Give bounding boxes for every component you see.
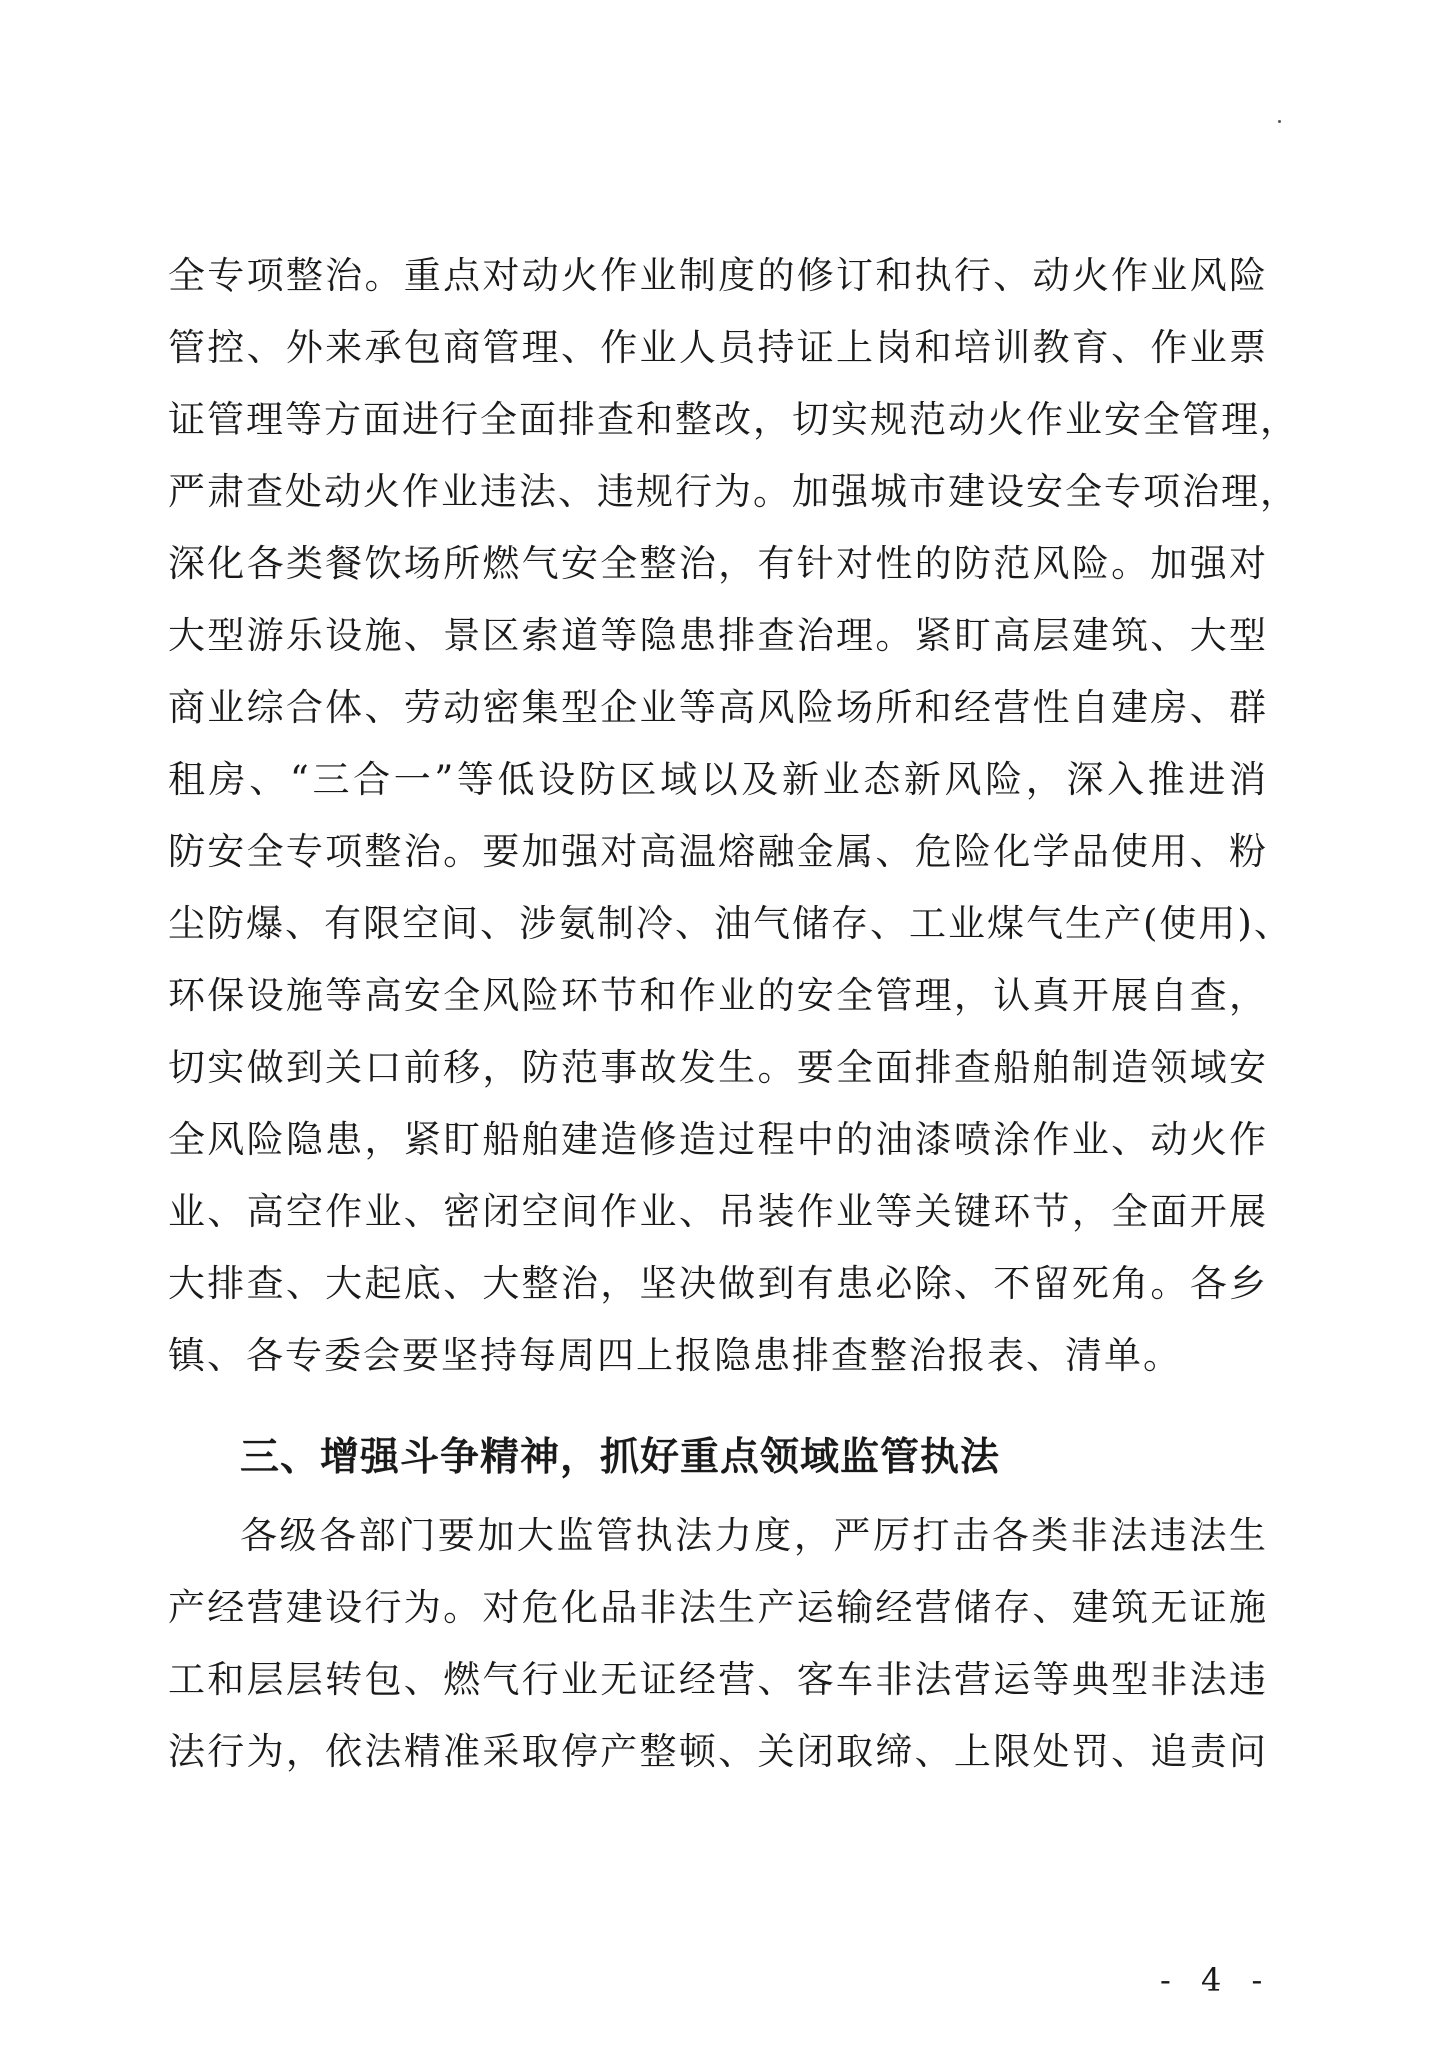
- body-line: 法行为，依法精准采取停产整顿、关闭取缔、上限处罚、追责问: [168, 1730, 1268, 1773]
- body-line: 产经营建设行为。对危化品非法生产运输经营储存、建筑无证施: [168, 1586, 1268, 1629]
- body-line: 切实做到关口前移，防范事故发生。要全面排查船舶制造领域安: [168, 1046, 1268, 1089]
- scan-speck: [1278, 120, 1281, 123]
- body-line: 大排查、大起底、大整治，坚决做到有患必除、不留死角。各乡: [168, 1262, 1268, 1305]
- body-line: 业、高空作业、密闭空间作业、吊装作业等关键环节，全面开展: [168, 1190, 1268, 1233]
- body-line: 管控、外来承包商管理、作业人员持证上岗和培训教育、作业票: [168, 326, 1268, 369]
- page-number: - 4 -: [1160, 1961, 1273, 1999]
- body-line: 全风险隐患，紧盯船舶建造修造过程中的油漆喷涂作业、动火作: [168, 1118, 1268, 1161]
- body-line: 商业综合体、劳动密集型企业等高风险场所和经营性自建房、群: [168, 686, 1268, 729]
- body-line: 全专项整治。重点对动火作业制度的修订和执行、动火作业风险: [168, 254, 1268, 297]
- body-line: 环保设施等高安全风险环节和作业的安全管理，认真开展自查，: [168, 974, 1268, 1017]
- body-line: 证管理等方面进行全面排查和整改，切实规范动火作业安全管理，: [168, 398, 1299, 441]
- body-line: 工和层层转包、燃气行业无证经营、客车非法营运等典型非法违: [168, 1658, 1268, 1701]
- body-line: 各级各部门要加大监管执法力度，严厉打击各类非法违法生: [240, 1514, 1268, 1557]
- body-line: 大型游乐设施、景区索道等隐患排查治理。紧盯高层建筑、大型: [168, 614, 1268, 657]
- body-line: 深化各类餐饮场所燃气安全整治，有针对性的防范风险。加强对: [168, 542, 1268, 585]
- body-line: 防安全专项整治。要加强对高温熔融金属、危险化学品使用、粉: [168, 830, 1268, 873]
- body-line: 尘防爆、有限空间、涉氨制冷、油气储存、工业煤气生产(使用)、: [168, 902, 1293, 945]
- body-line: 严肃查处动火作业违法、违规行为。加强城市建设安全专项治理，: [168, 470, 1299, 513]
- body-line: 镇、各专委会要坚持每周四上报隐患排查整治报表、清单。: [168, 1334, 1182, 1377]
- body-line: 租房、“三合一”等低设防区域以及新业态新风险，深入推进消: [168, 758, 1268, 801]
- section-heading: 三、增强斗争精神，抓好重点领域监管执法: [240, 1435, 1001, 1480]
